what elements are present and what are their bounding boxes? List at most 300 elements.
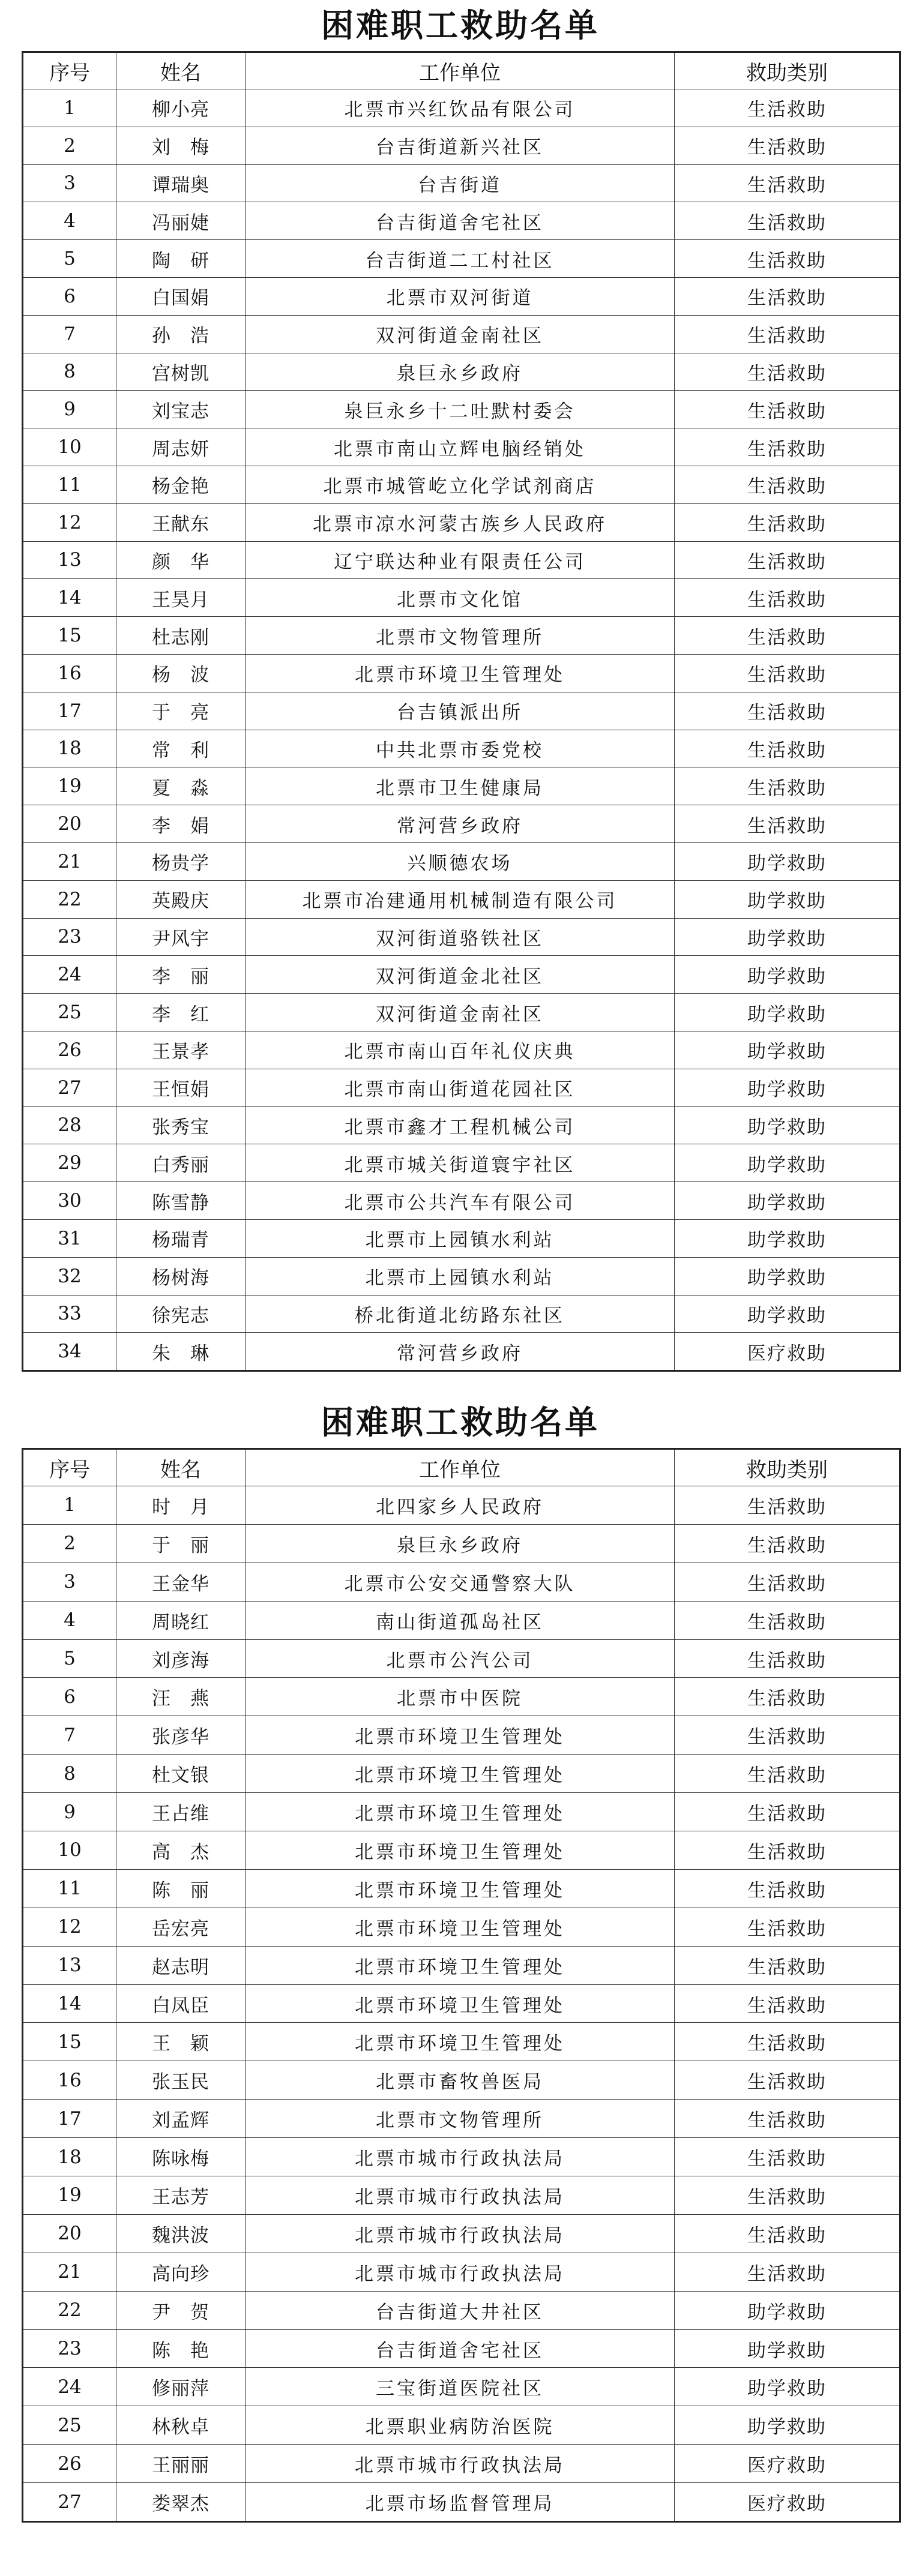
table-row xyxy=(23,1486,900,1525)
row-name: 王献东 xyxy=(116,503,246,541)
table-row xyxy=(23,202,900,240)
relief-table-1 xyxy=(22,51,901,1372)
table-row xyxy=(23,466,900,503)
row-number: 16 xyxy=(23,654,116,692)
row-name: 白国娟 xyxy=(116,277,246,315)
row-name: 张秀宝 xyxy=(116,1106,246,1144)
table-row xyxy=(23,730,900,767)
row-relief-type: 生活救助 xyxy=(675,391,900,428)
row-number: 15 xyxy=(23,617,116,655)
row-name: 王志芳 xyxy=(116,2176,246,2215)
row-number: 13 xyxy=(23,541,116,579)
row-relief-type: 助学救助 xyxy=(675,994,900,1031)
row-relief-type: 生活救助 xyxy=(675,617,900,655)
row-number: 21 xyxy=(23,2253,116,2291)
row-relief-type: 生活救助 xyxy=(675,579,900,617)
row-work-unit: 北票市城关街道寰宇社区 xyxy=(246,1144,675,1182)
row-relief-type: 生活救助 xyxy=(675,240,900,278)
row-name: 高向珍 xyxy=(116,2253,246,2291)
row-work-unit: 北票市环境卫生管理处 xyxy=(246,1984,675,2023)
row-work-unit: 北票市文物管理所 xyxy=(246,2100,675,2138)
row-number: 5 xyxy=(23,1639,116,1678)
row-name: 陈雪静 xyxy=(116,1182,246,1220)
row-work-unit: 北票市环境卫生管理处 xyxy=(246,1793,675,1831)
row-work-unit: 泉巨永乡政府 xyxy=(246,1524,675,1563)
row-name: 杨金艳 xyxy=(116,466,246,503)
row-number: 29 xyxy=(23,1144,116,1182)
row-name: 刘彦海 xyxy=(116,1639,246,1678)
row-name: 陈 艳 xyxy=(116,2329,246,2368)
table-row xyxy=(23,2176,900,2215)
row-name: 杨瑞青 xyxy=(116,1219,246,1257)
table-row xyxy=(23,315,900,353)
row-relief-type: 生活救助 xyxy=(675,503,900,541)
row-work-unit: 北票市环境卫生管理处 xyxy=(246,1755,675,1793)
row-name: 王金华 xyxy=(116,1563,246,1601)
table-row xyxy=(23,805,900,843)
row-name: 王占维 xyxy=(116,1793,246,1831)
row-work-unit: 双河街道金南社区 xyxy=(246,315,675,353)
row-name: 周志妍 xyxy=(116,428,246,466)
row-name: 杨树海 xyxy=(116,1257,246,1295)
list-title: 困难职工救助名单 xyxy=(321,1404,600,1441)
row-number: 27 xyxy=(23,1069,116,1106)
row-relief-type: 生活救助 xyxy=(675,1678,900,1716)
row-work-unit: 辽宁联达种业有限责任公司 xyxy=(246,541,675,579)
row-name: 岳宏亮 xyxy=(116,1908,246,1946)
row-work-unit: 北票市环境卫生管理处 xyxy=(246,1908,675,1946)
table-row xyxy=(23,994,900,1031)
row-work-unit: 北票市畜牧兽医局 xyxy=(246,2061,675,2100)
table-row xyxy=(23,1639,900,1678)
row-work-unit: 北票市上园镇水利站 xyxy=(246,1257,675,1295)
row-work-unit: 台吉镇派出所 xyxy=(246,692,675,730)
row-relief-type: 助学救助 xyxy=(675,1144,900,1182)
table-row xyxy=(23,1144,900,1182)
row-relief-type: 生活救助 xyxy=(675,428,900,466)
row-relief-type: 生活救助 xyxy=(675,730,900,767)
row-relief-type: 生活救助 xyxy=(675,1946,900,1984)
row-number: 3 xyxy=(23,164,116,202)
row-number: 6 xyxy=(23,277,116,315)
row-name: 杜志刚 xyxy=(116,617,246,655)
row-relief-type: 助学救助 xyxy=(675,842,900,880)
header-unit: 工作单位 xyxy=(246,1449,675,1486)
row-relief-type: 助学救助 xyxy=(675,1106,900,1144)
table-header-row xyxy=(23,1449,900,1486)
row-number: 14 xyxy=(23,1984,116,2023)
table-row xyxy=(23,2291,900,2329)
row-number: 24 xyxy=(23,956,116,994)
row-relief-type: 助学救助 xyxy=(675,1219,900,1257)
row-work-unit: 北票市环境卫生管理处 xyxy=(246,1716,675,1755)
row-work-unit: 北票市公安交通警察大队 xyxy=(246,1563,675,1601)
row-work-unit: 北票市鑫才工程机械公司 xyxy=(246,1106,675,1144)
row-number: 18 xyxy=(23,730,116,767)
row-number: 10 xyxy=(23,428,116,466)
row-relief-type: 生活救助 xyxy=(675,353,900,391)
table-row xyxy=(23,1524,900,1563)
row-relief-type: 助学救助 xyxy=(675,1182,900,1220)
row-relief-type: 生活救助 xyxy=(675,1639,900,1678)
row-work-unit: 北票市卫生健康局 xyxy=(246,767,675,805)
row-work-unit: 北票市城市行政执法局 xyxy=(246,2176,675,2215)
row-work-unit: 北票市公汽公司 xyxy=(246,1639,675,1678)
row-number: 4 xyxy=(23,1601,116,1639)
row-work-unit: 北票市场监督管理局 xyxy=(246,2483,675,2522)
row-work-unit: 台吉街道二工村社区 xyxy=(246,240,675,278)
table-row xyxy=(23,1601,900,1639)
row-work-unit: 北票市文物管理所 xyxy=(246,617,675,655)
table-row xyxy=(23,1219,900,1257)
row-name: 娄翠杰 xyxy=(116,2483,246,2522)
table-row xyxy=(23,2483,900,2522)
row-work-unit: 台吉街道舍宅社区 xyxy=(246,2329,675,2368)
row-name: 冯丽婕 xyxy=(116,202,246,240)
row-name: 张玉民 xyxy=(116,2061,246,2100)
row-name: 杜文银 xyxy=(116,1755,246,1793)
header-no: 序号 xyxy=(23,52,116,89)
row-number: 3 xyxy=(23,1563,116,1601)
row-name: 于 丽 xyxy=(116,1524,246,1563)
row-number: 21 xyxy=(23,842,116,880)
table-row xyxy=(23,1333,900,1371)
row-relief-type: 生活救助 xyxy=(675,1486,900,1525)
row-name: 谭瑞奥 xyxy=(116,164,246,202)
row-name: 汪 燕 xyxy=(116,1678,246,1716)
row-name: 颜 华 xyxy=(116,541,246,579)
row-number: 4 xyxy=(23,202,116,240)
row-work-unit: 台吉街道舍宅社区 xyxy=(246,202,675,240)
header-unit: 工作单位 xyxy=(246,52,675,89)
row-number: 7 xyxy=(23,315,116,353)
row-relief-type: 生活救助 xyxy=(675,1908,900,1946)
row-relief-type: 生活救助 xyxy=(675,89,900,127)
table-row xyxy=(23,1182,900,1220)
row-relief-type: 生活救助 xyxy=(675,2138,900,2176)
row-name: 时 月 xyxy=(116,1486,246,1525)
row-work-unit: 北票职业病防治医院 xyxy=(246,2406,675,2445)
row-relief-type: 医疗救助 xyxy=(675,1333,900,1371)
table-header-row xyxy=(23,52,900,89)
row-work-unit: 兴顺德农场 xyxy=(246,842,675,880)
row-number: 33 xyxy=(23,1295,116,1333)
header-no: 序号 xyxy=(23,1449,116,1486)
row-work-unit: 北票市文化馆 xyxy=(246,579,675,617)
table-row xyxy=(23,2253,900,2291)
row-number: 1 xyxy=(23,89,116,127)
row-work-unit: 泉巨永乡政府 xyxy=(246,353,675,391)
row-relief-type: 医疗救助 xyxy=(675,2483,900,2522)
row-number: 11 xyxy=(23,466,116,503)
table-row xyxy=(23,1031,900,1069)
row-name: 张彦华 xyxy=(116,1716,246,1755)
row-relief-type: 生活救助 xyxy=(675,767,900,805)
row-work-unit: 北票市环境卫生管理处 xyxy=(246,1869,675,1908)
row-number: 5 xyxy=(23,240,116,278)
row-number: 23 xyxy=(23,918,116,956)
row-work-unit: 三宝街道医院社区 xyxy=(246,2368,675,2406)
row-name: 赵志明 xyxy=(116,1946,246,1984)
row-work-unit: 北票市公共汽车有限公司 xyxy=(246,1182,675,1220)
row-number: 2 xyxy=(23,127,116,164)
row-work-unit: 北票市环境卫生管理处 xyxy=(246,1831,675,1870)
row-work-unit: 台吉街道大井社区 xyxy=(246,2291,675,2329)
row-name: 杨 波 xyxy=(116,654,246,692)
row-relief-type: 助学救助 xyxy=(675,956,900,994)
table-row xyxy=(23,1716,900,1755)
row-name: 王 颖 xyxy=(116,2023,246,2061)
row-name: 王昊月 xyxy=(116,579,246,617)
row-number: 31 xyxy=(23,1219,116,1257)
row-relief-type: 生活救助 xyxy=(675,277,900,315)
row-work-unit: 北票市城市行政执法局 xyxy=(246,2214,675,2253)
row-name: 魏洪波 xyxy=(116,2214,246,2253)
row-name: 孙 浩 xyxy=(116,315,246,353)
row-number: 28 xyxy=(23,1106,116,1144)
table-row xyxy=(23,918,900,956)
row-work-unit: 北四家乡人民政府 xyxy=(246,1486,675,1525)
row-number: 22 xyxy=(23,2291,116,2329)
row-name: 修丽萍 xyxy=(116,2368,246,2406)
row-name: 王景孝 xyxy=(116,1031,246,1069)
row-relief-type: 生活救助 xyxy=(675,541,900,579)
table-row xyxy=(23,2138,900,2176)
table-row xyxy=(23,1869,900,1908)
row-number: 17 xyxy=(23,2100,116,2138)
table-row xyxy=(23,579,900,617)
row-number: 30 xyxy=(23,1182,116,1220)
row-work-unit: 台吉街道 xyxy=(246,164,675,202)
row-name: 白秀丽 xyxy=(116,1144,246,1182)
table-row xyxy=(23,692,900,730)
row-relief-type: 生活救助 xyxy=(675,2023,900,2061)
row-number: 16 xyxy=(23,2061,116,2100)
row-relief-type: 助学救助 xyxy=(675,1069,900,1106)
row-name: 朱 琳 xyxy=(116,1333,246,1371)
row-relief-type: 生活救助 xyxy=(675,1831,900,1870)
table-row xyxy=(23,1678,900,1716)
row-number: 7 xyxy=(23,1716,116,1755)
row-relief-type: 生活救助 xyxy=(675,2100,900,2138)
row-number: 22 xyxy=(23,880,116,918)
row-name: 尹风宇 xyxy=(116,918,246,956)
row-relief-type: 生活救助 xyxy=(675,2061,900,2100)
row-work-unit: 北票市凉水河蒙古族乡人民政府 xyxy=(246,503,675,541)
row-relief-type: 生活救助 xyxy=(675,1716,900,1755)
row-relief-type: 助学救助 xyxy=(675,2368,900,2406)
table-row xyxy=(23,127,900,164)
row-relief-type: 助学救助 xyxy=(675,1031,900,1069)
row-relief-type: 生活救助 xyxy=(675,1793,900,1831)
row-name: 陈咏梅 xyxy=(116,2138,246,2176)
relief-list-section-1 xyxy=(22,0,899,1372)
row-number: 2 xyxy=(23,1524,116,1563)
row-relief-type: 生活救助 xyxy=(675,692,900,730)
table-row xyxy=(23,1755,900,1793)
row-name: 王丽丽 xyxy=(116,2445,246,2483)
row-number: 17 xyxy=(23,692,116,730)
row-name: 周晓红 xyxy=(116,1601,246,1639)
row-name: 尹 贺 xyxy=(116,2291,246,2329)
table-row xyxy=(23,1908,900,1946)
row-name: 王恒娟 xyxy=(116,1069,246,1106)
table-row xyxy=(23,2214,900,2253)
row-name: 夏 淼 xyxy=(116,767,246,805)
row-relief-type: 生活救助 xyxy=(675,202,900,240)
row-name: 李 丽 xyxy=(116,956,246,994)
row-relief-type: 助学救助 xyxy=(675,2406,900,2445)
row-number: 10 xyxy=(23,1831,116,1870)
row-name: 陶 研 xyxy=(116,240,246,278)
table-row xyxy=(23,1106,900,1144)
table-row xyxy=(23,2023,900,2061)
row-work-unit: 北票市上园镇水利站 xyxy=(246,1219,675,1257)
row-name: 刘宝志 xyxy=(116,391,246,428)
list-title: 困难职工救助名单 xyxy=(321,7,600,44)
row-number: 23 xyxy=(23,2329,116,2368)
row-name: 徐宪志 xyxy=(116,1295,246,1333)
row-number: 34 xyxy=(23,1333,116,1371)
row-relief-type: 生活救助 xyxy=(675,2176,900,2215)
table-row xyxy=(23,428,900,466)
row-name: 陈 丽 xyxy=(116,1869,246,1908)
row-number: 20 xyxy=(23,2214,116,2253)
row-work-unit: 中共北票市委党校 xyxy=(246,730,675,767)
row-number: 25 xyxy=(23,994,116,1031)
row-number: 15 xyxy=(23,2023,116,2061)
table-row xyxy=(23,2406,900,2445)
table-row xyxy=(23,2061,900,2100)
row-relief-type: 医疗救助 xyxy=(675,2445,900,2483)
row-relief-type: 生活救助 xyxy=(675,654,900,692)
row-relief-type: 助学救助 xyxy=(675,2291,900,2329)
row-name: 杨贵学 xyxy=(116,842,246,880)
table-row xyxy=(23,654,900,692)
table-row xyxy=(23,1563,900,1601)
table-row xyxy=(23,617,900,655)
row-name: 宫树凯 xyxy=(116,353,246,391)
row-name: 白凤臣 xyxy=(116,1984,246,2023)
table-row xyxy=(23,240,900,278)
table-row xyxy=(23,956,900,994)
row-number: 25 xyxy=(23,2406,116,2445)
table-row xyxy=(23,767,900,805)
row-work-unit: 双河街道金北社区 xyxy=(246,956,675,994)
row-number: 26 xyxy=(23,1031,116,1069)
row-name: 李 红 xyxy=(116,994,246,1031)
row-number: 27 xyxy=(23,2483,116,2522)
table-row xyxy=(23,89,900,127)
relief-list-section-2 xyxy=(22,1397,899,2523)
table-row xyxy=(23,1069,900,1106)
row-number: 1 xyxy=(23,1486,116,1525)
table-row xyxy=(23,353,900,391)
row-work-unit: 双河街道金南社区 xyxy=(246,994,675,1031)
table-row xyxy=(23,842,900,880)
row-work-unit: 北票市城市行政执法局 xyxy=(246,2253,675,2291)
table-row xyxy=(23,1946,900,1984)
row-number: 18 xyxy=(23,2138,116,2176)
row-number: 11 xyxy=(23,1869,116,1908)
row-relief-type: 生活救助 xyxy=(675,1869,900,1908)
table-row xyxy=(23,880,900,918)
row-name: 李 娟 xyxy=(116,805,246,843)
row-number: 26 xyxy=(23,2445,116,2483)
header-name: 姓名 xyxy=(116,1449,246,1486)
table-row xyxy=(23,391,900,428)
row-relief-type: 助学救助 xyxy=(675,880,900,918)
row-work-unit: 常河营乡政府 xyxy=(246,805,675,843)
row-work-unit: 北票市南山百年礼仪庆典 xyxy=(246,1031,675,1069)
table-row xyxy=(23,1257,900,1295)
row-number: 12 xyxy=(23,1908,116,1946)
row-relief-type: 生活救助 xyxy=(675,1524,900,1563)
header-type: 救助类别 xyxy=(675,1449,900,1486)
row-relief-type: 生活救助 xyxy=(675,2253,900,2291)
row-work-unit: 北票市双河街道 xyxy=(246,277,675,315)
row-name: 于 亮 xyxy=(116,692,246,730)
row-relief-type: 助学救助 xyxy=(675,2329,900,2368)
table-row xyxy=(23,277,900,315)
table-row xyxy=(23,2100,900,2138)
header-type: 救助类别 xyxy=(675,52,900,89)
row-number: 32 xyxy=(23,1257,116,1295)
row-work-unit: 南山街道孤岛社区 xyxy=(246,1601,675,1639)
row-relief-type: 生活救助 xyxy=(675,1563,900,1601)
row-number: 19 xyxy=(23,2176,116,2215)
row-work-unit: 桥北街道北纺路东社区 xyxy=(246,1295,675,1333)
row-relief-type: 助学救助 xyxy=(675,1257,900,1295)
row-name: 刘 梅 xyxy=(116,127,246,164)
table-body xyxy=(23,89,900,1371)
table-row xyxy=(23,503,900,541)
row-number: 9 xyxy=(23,1793,116,1831)
row-relief-type: 生活救助 xyxy=(675,164,900,202)
table-row xyxy=(23,2368,900,2406)
row-relief-type: 生活救助 xyxy=(675,1601,900,1639)
row-work-unit: 北票市南山立辉电脑经销处 xyxy=(246,428,675,466)
table-body xyxy=(23,1486,900,2522)
row-number: 13 xyxy=(23,1946,116,1984)
row-name: 刘孟辉 xyxy=(116,2100,246,2138)
row-relief-type: 助学救助 xyxy=(675,1295,900,1333)
row-work-unit: 常河营乡政府 xyxy=(246,1333,675,1371)
row-relief-type: 生活救助 xyxy=(675,466,900,503)
row-number: 8 xyxy=(23,353,116,391)
table-row xyxy=(23,541,900,579)
row-relief-type: 生活救助 xyxy=(675,2214,900,2253)
row-work-unit: 北票市冶建通用机械制造有限公司 xyxy=(246,880,675,918)
row-name: 常 利 xyxy=(116,730,246,767)
table-row xyxy=(23,1831,900,1870)
table-row xyxy=(23,164,900,202)
row-relief-type: 助学救助 xyxy=(675,918,900,956)
row-number: 12 xyxy=(23,503,116,541)
row-work-unit: 北票市兴红饮品有限公司 xyxy=(246,89,675,127)
row-relief-type: 生活救助 xyxy=(675,127,900,164)
header-name: 姓名 xyxy=(116,52,246,89)
row-work-unit: 泉巨永乡十二吐默村委会 xyxy=(246,391,675,428)
row-name: 柳小亮 xyxy=(116,89,246,127)
row-relief-type: 生活救助 xyxy=(675,805,900,843)
row-name: 英殿庆 xyxy=(116,880,246,918)
table-row xyxy=(23,2445,900,2483)
row-name: 高 杰 xyxy=(116,1831,246,1870)
row-work-unit: 北票市城市行政执法局 xyxy=(246,2138,675,2176)
table-row xyxy=(23,2329,900,2368)
row-number: 6 xyxy=(23,1678,116,1716)
